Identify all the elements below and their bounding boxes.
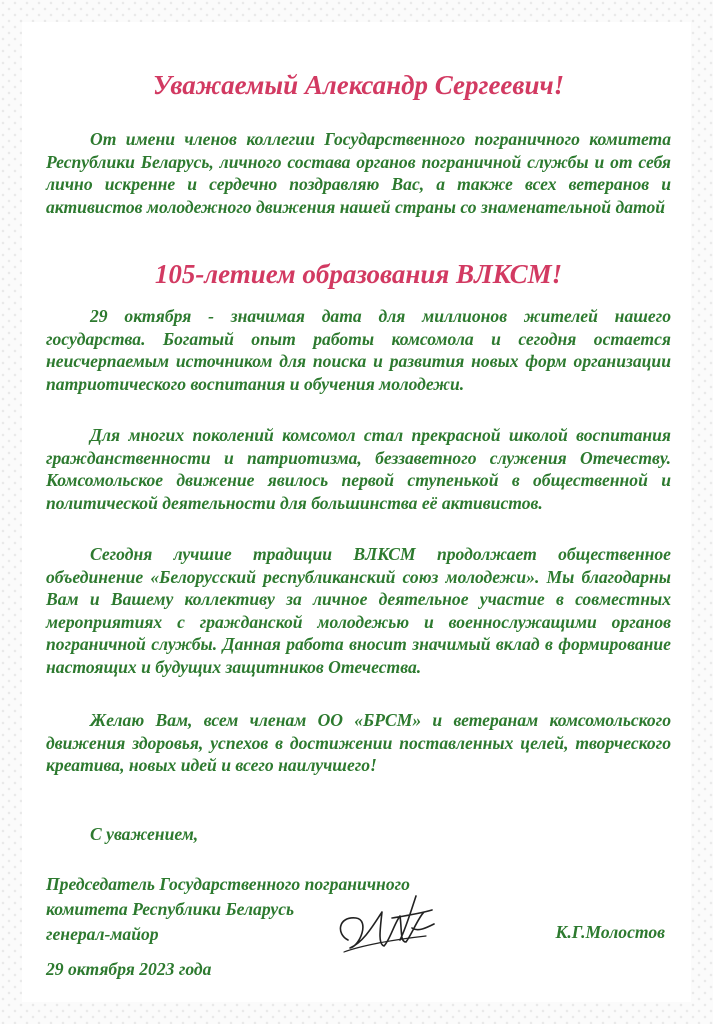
body-paragraph: Сегодня лучшие традиции ВЛКСМ продолжает общественное объединение «Белорусский республиканский союз молодежи». Мы благодарны Вам и Вашему коллективу за личное деятельное участие в совместных мероприятиях с гражданской молодежью и военнослужащими органов пограничной службы. Данная работа вносит значимый вклад в формирование настоящих и будущих защитников Отечества. xyxy=(46,544,671,677)
letter-date: 29 октября 2023 года xyxy=(46,959,212,979)
intro-paragraph: От имени членов коллегии Государственного пограничного комитета Республики Беларусь, личного состава органов пограничной службы и от себя лично искренне и сердечно поздравляю Вас, а также всех ветеранов и активистов молодежного движения нашей страны со знаменательной датой xyxy=(46,129,671,217)
greeting-heading: Уважаемый Александр Сергеевич! xyxy=(152,70,565,100)
occasion-heading: 105-летием образования ВЛКСМ! xyxy=(154,259,563,289)
signer-title-line: Председатель Государственного пограничного xyxy=(46,874,410,894)
handwritten-signature-icon xyxy=(330,888,440,963)
closing-text: С уважением, xyxy=(90,824,199,844)
body-paragraph: 29 октября - значимая дата для миллионов жителей нашего государства. Богатый опыт работы комсомола и сегодня остается неисчерпаемым источником для поиска и развития новых форм организации патриотического воспитания и обучения молодежи. xyxy=(46,306,671,394)
signer-title-line: генерал-майор xyxy=(46,924,159,944)
signer-name: К.Г.Молостов xyxy=(555,922,665,942)
signer-title-line: комитета Республики Беларусь xyxy=(46,899,295,919)
body-paragraph: Для многих поколений комсомол стал прекрасной школой воспитания гражданственности и патриотизма, беззаветного служения Отечеству. Комсомольское движение явилось первой ступенькой в общественной и политической деятельности для большинства её активистов. xyxy=(46,425,671,513)
body-paragraph: Желаю Вам, всем членам ОО «БРСМ» и ветеранам комсомольского движения здоровья, успехов в достижении поставленных целей, творческого креатива, новых идей и всего наилучшего! xyxy=(46,710,671,776)
